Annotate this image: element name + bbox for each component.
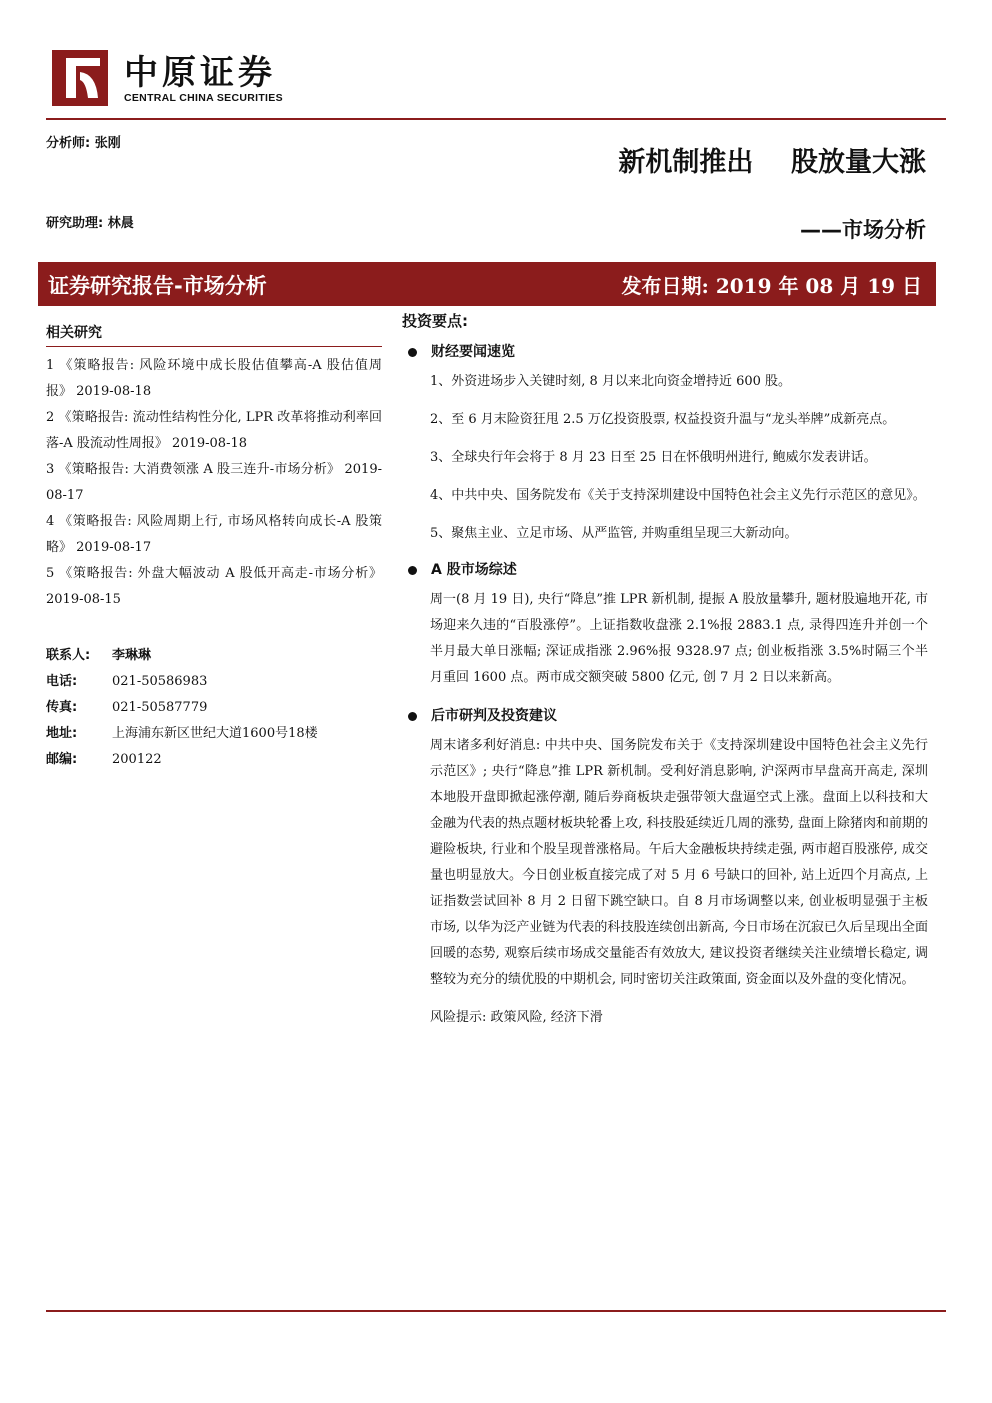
address-label: 地址: [46, 726, 78, 741]
publish-date: 发布日期: 2019 年 08 月 19 日 [621, 274, 922, 298]
outlook-text: 周末诸多利好消息: 中共中央、国务院发布关于《支持深圳建设中国特色社会主义先行示范区》; 央行“降息”推 LPR 新机制。受利好消息影响, 沪深两市早盘高开高走, 深圳本地股开盘即掀起涨停潮, 随后券商板块走强带领大盘逼空式上涨。盘面上以科技和大金融为代表的热点题材板块轮番上攻, 科技股延续近几周的涨势, 盘面上除猪肉和前期的避险板块, 行业和个股呈现普涨格局。午后大金融板块持续走强, 两市超百股涨停, 成交量也明显放大。今日创业板直接完成了对 5 月 6 号缺口的回补, 站上近四个月高点, 上证指数尝试回补 8 月 2 日留下跳空缺口。自 8 月市场调整以来, 创业板明显强于主板市场, 以华为泛产业链为代表的科技股连续创出新高, 今日市场在沉寂已久后呈现出全面回暖的态势, 观察后续市场成交量能否有效放大, 建议投资者继续关注业绩增长稳定, 调整较为充分的绩优股的中期机会, 同时密切关注政策面, 资金面以及外盘的变化情况。 [430, 738, 928, 987]
related-item: 4 《策略报告: 风险周期上行, 市场风格转向成长-A 股策略》 2019-08-17 [46, 514, 382, 555]
related-item: 2 《策略报告: 流动性结构性分化, LPR 改革将推动利率回落-A 股流动性周报》 2019-08-18 [46, 410, 382, 451]
bullet-icon [408, 712, 417, 721]
phone-label: 电话: [46, 674, 78, 689]
address-value: 上海浦东新区世纪大道1600号18楼 [112, 726, 318, 741]
risk-warning: 风险提示: 政策风险, 经济下滑 [430, 1010, 603, 1025]
market-summary-text: 周一(8 月 19 日), 央行“降息”推 LPR 新机制, 提振 A 股放量攀升, 题材股遍地开花, 市场迎来久违的“百股涨停”。上证指数收盘涨 2.1%报 2883.1 点, 录得四连升并创一个半月最大单日涨幅; 深证成指涨 2.96%报 9328.97 点; 创业板指涨 3.5%时隔三个半月重回 1600 点。两市成交额突破 5800 亿元, 创 7 月 2 日以来新高。 [430, 592, 928, 685]
contact-fax [46, 695, 382, 721]
fax-value: 021-50587779 [112, 700, 208, 715]
section-news-heading [408, 341, 928, 361]
report-title: 新机制推出 股放量大涨 [618, 147, 926, 178]
news-item: 3、全球央行年会将于 8 月 23 日至 25 日在怀俄明州进行, 鲍威尔发表讲话。 [430, 450, 877, 465]
header-divider [46, 118, 946, 120]
fax-label: 传真: [46, 700, 78, 715]
news-item: 2、至 6 月末险资狂甩 2.5 万亿投资股票, 权益投资升温与“龙头举牌”成新亮点。 [430, 412, 896, 427]
news-item: 1、外资进场步入关键时刻, 8 月以来北向资金增持近 600 股。 [430, 374, 792, 389]
contact-address [46, 721, 382, 747]
bullet-icon [408, 566, 417, 575]
phone-value: 021-50586983 [112, 674, 208, 689]
section-outlook-heading [408, 705, 928, 725]
contact-phone [46, 669, 382, 695]
bullet-icon [408, 348, 417, 357]
postcode-label: 邮编: [46, 752, 78, 767]
report-type: 证券研究报告-市场分析 [48, 274, 267, 298]
footer-divider [46, 1310, 946, 1312]
section-market-title: A 股市场综述 [431, 562, 517, 578]
main-content [402, 310, 928, 1031]
report-subtitle: ——市场分析 [800, 218, 926, 242]
report-banner [38, 262, 936, 306]
section-outlook-title: 后市研判及投资建议 [431, 708, 557, 724]
contact-person [46, 643, 382, 669]
left-sidebar [46, 322, 382, 773]
related-item: 1 《策略报告: 风险环境中成长股估值攀高-A 股估值周报》 2019-08-18 [46, 358, 382, 399]
research-assistant: 研究助理: 林晨 [46, 216, 134, 231]
news-item: 5、聚焦主业、立足市场、从严监管, 并购重组呈现三大新动向。 [430, 526, 798, 541]
investment-points-heading: 投资要点: [402, 312, 468, 330]
news-item: 4、中共中央、国务院发布《关于支持深圳建设中国特色社会主义先行示范区的意见》。 [430, 488, 926, 503]
contact-person-name: 李琳琳 [112, 648, 152, 663]
related-item: 3 《策略报告: 大消费领涨 A 股三连升-市场分析》 2019-08-17 [46, 462, 382, 503]
analyst-name: 分析师: 张刚 [46, 136, 121, 151]
company-logo-mark [52, 50, 108, 106]
company-name-cn: 中原证券 [124, 53, 276, 93]
section-news-title: 财经要闻速览 [431, 344, 515, 360]
postcode-value: 200122 [112, 752, 162, 767]
related-research-heading: 相关研究 [46, 322, 382, 347]
contact-person-label: 联系人: [46, 648, 91, 663]
contact-postcode [46, 747, 382, 773]
related-item: 5 《策略报告: 外盘大幅波动 A 股低开高走-市场分析》 2019-08-15 [46, 566, 382, 607]
company-name-en: CENTRAL CHINA SECURITIES [124, 92, 283, 104]
news-list [430, 369, 928, 547]
section-market-heading [408, 559, 928, 579]
